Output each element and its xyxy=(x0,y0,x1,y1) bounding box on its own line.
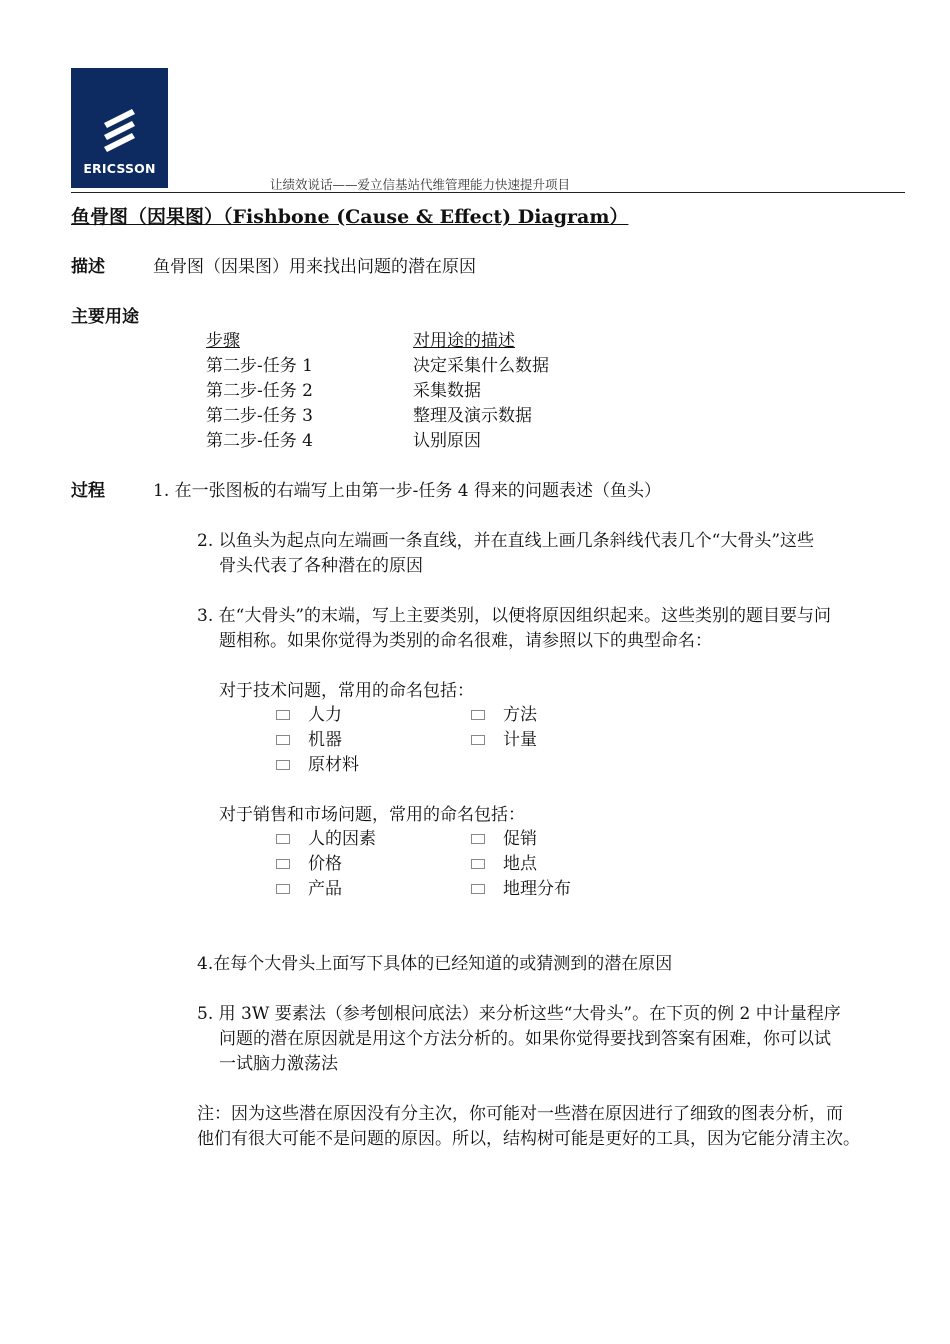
ericsson-logo xyxy=(71,68,168,188)
bullet-icon xyxy=(276,884,290,894)
process-step-5-line-3: 一试脑力激荡法 xyxy=(219,1054,338,1074)
uses-row-desc: 认别原因 xyxy=(413,431,481,451)
list-item: 机器 xyxy=(276,725,342,750)
uses-row-desc: 采集数据 xyxy=(413,381,481,401)
process-step-5-line-2: 问题的潜在原因就是用这个方法分析的。如果你觉得要找到答案有困难，你可以试 xyxy=(219,1029,831,1049)
process-step-2-line-2: 骨头代表了各种潜在的原因 xyxy=(219,556,423,576)
process-step-2-line-1: 2. 以鱼头为起点向左端画一条直线，并在直线上画几条斜线代表几个“大骨头”这些 xyxy=(197,531,815,551)
process-step-5-line-1: 5. 用 3W 要素法（参考刨根问底法）来分析这些“大骨头”。在下页的例 2 中计量程序 xyxy=(197,1004,841,1024)
logo-text: ERICSSON xyxy=(83,161,156,176)
process-step-4: 4.在每个大骨头上面写下具体的已经知道的或猜测到的潜在原因 xyxy=(197,954,673,974)
list-item: 促销 xyxy=(471,824,537,849)
uses-column-desc: 对用途的描述 xyxy=(413,331,515,351)
uses-row-desc: 整理及演示数据 xyxy=(413,406,532,426)
uses-row-step: 第二步-任务 4 xyxy=(206,431,313,451)
bullet-icon xyxy=(276,735,290,745)
header-divider xyxy=(71,192,905,193)
bullet-icon xyxy=(471,859,485,869)
bullet-icon xyxy=(471,884,485,894)
bullet-icon xyxy=(276,859,290,869)
bullet-icon xyxy=(471,735,485,745)
process-step-3-line-1: 3. 在“大骨头”的末端，写上主要类别，以便将原因组织起来。这些类别的题目要与问 xyxy=(197,606,832,626)
list-item: 人力 xyxy=(276,700,342,725)
bullet-icon xyxy=(471,710,485,720)
list-item: 地点 xyxy=(471,849,537,874)
uses-row-step: 第二步-任务 1 xyxy=(206,356,313,376)
bullet-icon xyxy=(276,710,290,720)
uses-label: 主要用途 xyxy=(71,307,139,327)
page-title: 鱼骨图（因果图）（Fishbone (Cause & Effect) Diagram） xyxy=(71,206,629,228)
note-line-2: 他们有很大可能不是问题的原因。所以，结构树可能是更好的工具，因为它能分清主次。 xyxy=(197,1129,860,1149)
note-line-1: 注：因为这些潜在原因没有分主次，你可能对一些潜在原因进行了细致的图表分析，而 xyxy=(197,1104,843,1124)
uses-column-step: 步骤 xyxy=(206,331,240,351)
list-item: 原材料 xyxy=(276,750,359,775)
uses-row-step: 第二步-任务 3 xyxy=(206,406,313,426)
list-item: 产品 xyxy=(276,874,342,899)
process-step-1: 1. 在一张图板的右端写上由第一步-任务 4 得来的问题表述（鱼头） xyxy=(153,481,661,501)
bullet-icon xyxy=(471,834,485,844)
list-item: 价格 xyxy=(276,849,342,874)
list-item: 计量 xyxy=(471,725,537,750)
list-item: 地理分布 xyxy=(471,874,571,899)
uses-row-step: 第二步-任务 2 xyxy=(206,381,313,401)
bullet-icon xyxy=(276,760,290,770)
tech-intro: 对于技术问题，常用的命名包括： xyxy=(219,681,474,701)
process-step-3-line-2: 题相称。如果你觉得为类别的命名很难，请参照以下的典型命名： xyxy=(219,631,712,651)
list-item: 人的因素 xyxy=(276,824,376,849)
uses-row-desc: 决定采集什么数据 xyxy=(413,356,549,376)
description-label: 描述 xyxy=(71,257,105,277)
list-item: 方法 xyxy=(471,700,537,725)
sales-intro: 对于销售和市场问题，常用的命名包括： xyxy=(219,805,525,825)
process-label: 过程 xyxy=(71,481,105,501)
bullet-icon xyxy=(276,834,290,844)
project-header: 让绩效说话——爱立信基站代维管理能力快速提升项目 xyxy=(270,177,571,192)
description-text: 鱼骨图（因果图）用来找出问题的潜在原因 xyxy=(153,257,476,277)
